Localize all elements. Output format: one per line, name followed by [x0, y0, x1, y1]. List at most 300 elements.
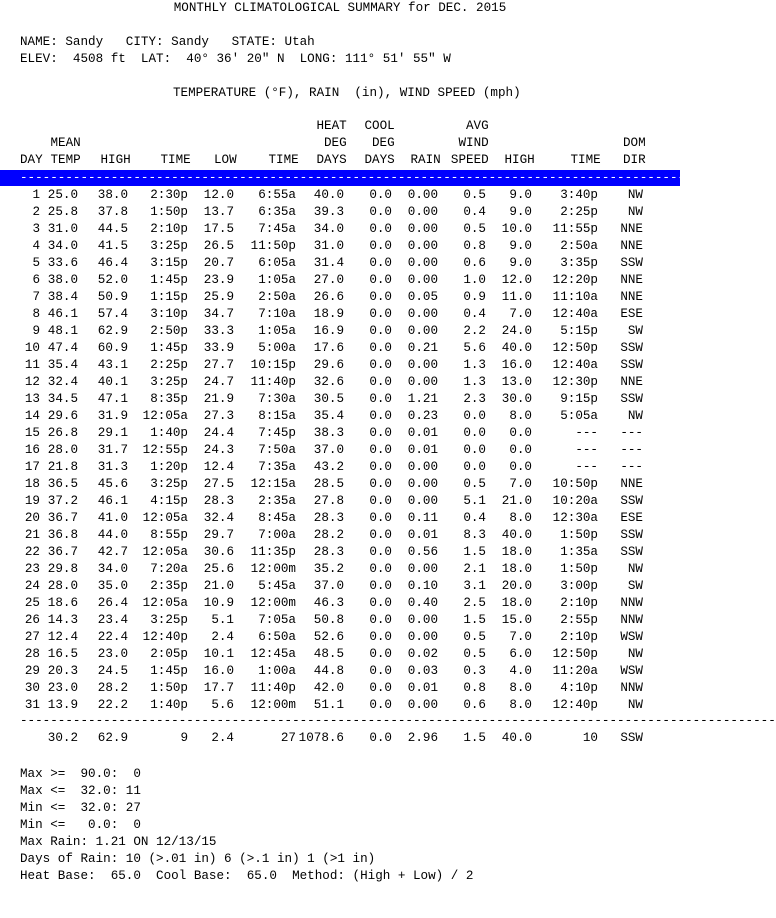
table-row-cell: 60.9 — [97, 341, 128, 355]
table-row-cell: 1:50p — [150, 681, 188, 695]
table-row-cell: 0.0 — [369, 511, 392, 525]
table-row-cell: 1:05a — [258, 324, 296, 338]
table-row-cell: 0.9 — [463, 290, 486, 304]
table-row-cell: 0.00 — [407, 256, 438, 270]
header-row-cell: TIME — [160, 153, 191, 167]
table-row-cell: 26.6 — [313, 290, 344, 304]
header-row-cell — [131, 118, 191, 135]
table-row-cell: 5.6 — [463, 341, 486, 355]
table-row-cell: 5:45a — [258, 579, 296, 593]
table-row-cell: 0.00 — [407, 188, 438, 202]
table-row — [20, 459, 643, 476]
header-row-cell: RAIN — [410, 153, 441, 167]
table-row-cell: 7:10a — [258, 307, 296, 321]
table-row-cell: 0.0 — [369, 630, 392, 644]
table-row-cell: 12:50p — [552, 341, 598, 355]
table-row-cell: 12:45a — [250, 647, 296, 661]
table-row-cell: 29.1 — [97, 426, 128, 440]
table-row-cell: 1.5 — [463, 545, 486, 559]
summary-row-cell — [20, 730, 40, 747]
header-row-cell: DAYS — [316, 153, 347, 167]
table-row — [20, 646, 643, 663]
table-row-cell: 25.0 — [47, 188, 78, 202]
table-row-cell: 0.0 — [369, 358, 392, 372]
table-row-cell: 3:25p — [150, 613, 188, 627]
table-row-cell: 34.0 — [97, 562, 128, 576]
table-row-cell: 0.05 — [407, 290, 438, 304]
table-row-cell: 18.0 — [501, 545, 532, 559]
table-row — [20, 612, 643, 629]
table-row-cell: 0.00 — [407, 630, 438, 644]
table-row-cell: 24.7 — [203, 375, 234, 389]
summary-row-cell: 2.96 — [407, 731, 438, 745]
table-row-cell: 0.5 — [463, 222, 486, 236]
table-row-cell: 52.0 — [97, 273, 128, 287]
table-row-cell: 12.4 — [203, 460, 234, 474]
table-row-cell: 7:50a — [258, 443, 296, 457]
table-row-cell: 2:05p — [150, 647, 188, 661]
table-row-cell: 0.01 — [407, 528, 438, 542]
summary-row-cell: 10 — [582, 731, 598, 745]
table-row-cell: 31.0 — [47, 222, 78, 236]
table-row-cell: NW — [627, 698, 643, 712]
table-row-cell: 3:15p — [150, 256, 188, 270]
table-row-cell: 0.00 — [407, 324, 438, 338]
table-row-cell: 3:40p — [560, 188, 598, 202]
header-row-cell: LOW — [214, 153, 237, 167]
table-row-cell: 7.0 — [509, 477, 532, 491]
table-row-cell: 24.3 — [203, 443, 234, 457]
table-row-cell: 1:40p — [150, 698, 188, 712]
table-row — [20, 544, 643, 561]
table-row-cell: SSW — [620, 528, 643, 542]
table-row-cell: 0.0 — [369, 222, 392, 236]
table-row — [20, 561, 643, 578]
table-row-cell: 28.3 — [203, 494, 234, 508]
table-row-cell: 31.7 — [97, 443, 128, 457]
table-row-cell: 31.4 — [313, 256, 344, 270]
table-row-cell: 0.0 — [369, 477, 392, 491]
table-row — [20, 493, 643, 510]
table-row-cell: NNE — [620, 375, 643, 389]
summary-row — [20, 730, 643, 747]
table-row-cell: 12:40p — [552, 698, 598, 712]
table-row-cell: 0.00 — [407, 562, 438, 576]
table-row-cell: 0.0 — [509, 460, 532, 474]
header-row-cell — [237, 135, 299, 152]
table-row-cell: NNW — [620, 596, 643, 610]
note-line: Max Rain: 1.21 ON 12/13/15 — [20, 835, 217, 849]
table-row-cell: 1 — [32, 188, 40, 202]
table-row — [20, 425, 643, 442]
table-row — [20, 527, 643, 544]
table-row-cell: 17.5 — [203, 222, 234, 236]
table-row-cell: 1:05a — [258, 273, 296, 287]
table-row — [20, 323, 643, 340]
table-row — [20, 595, 643, 612]
table-row-cell: 0.4 — [463, 205, 486, 219]
table-row-cell: 8:35p — [150, 392, 188, 406]
header-row-cell: MEAN — [50, 136, 81, 150]
header-row-cell — [20, 135, 43, 152]
summary-row-cell: 0.0 — [369, 731, 392, 745]
table-row-cell: 2:10p — [150, 222, 188, 236]
table-row-cell: NW — [627, 409, 643, 423]
table-row-cell: 22 — [24, 545, 40, 559]
header-row-cell: DOM — [623, 136, 646, 150]
table-row-cell: 8.0 — [509, 409, 532, 423]
table-row-cell: 7:45a — [258, 222, 296, 236]
table-row-cell: 0.5 — [463, 630, 486, 644]
table-row-cell: SSW — [620, 358, 643, 372]
table-row-cell: 9.0 — [509, 205, 532, 219]
column-header — [20, 118, 646, 169]
table-row-cell: 12:00m — [250, 562, 296, 576]
table-row-cell: 40.0 — [313, 188, 344, 202]
header-row-cell: COOL — [364, 119, 395, 133]
table-row — [20, 238, 643, 255]
table-row-cell: --- — [620, 426, 643, 440]
table-row-cell: 0.00 — [407, 239, 438, 253]
table-row-cell: 26.4 — [97, 596, 128, 610]
table-row-cell: 29.6 — [47, 409, 78, 423]
header-row-cell — [489, 135, 535, 152]
table-row-cell: 30.6 — [203, 545, 234, 559]
table-row-cell: 6.0 — [509, 647, 532, 661]
table-row-cell: 0.02 — [407, 647, 438, 661]
table-row-cell: 2.1 — [463, 562, 486, 576]
table-row-cell: 28.2 — [97, 681, 128, 695]
table-row-cell: 2.2 — [463, 324, 486, 338]
table-row-cell: 27.0 — [313, 273, 344, 287]
table-row-cell: 11:50p — [250, 239, 296, 253]
table-row-cell: 12:40a — [552, 307, 598, 321]
table-row-cell: 27.7 — [203, 358, 234, 372]
table-row-cell: 33.3 — [203, 324, 234, 338]
table-row-cell: 12:05a — [142, 596, 188, 610]
table-row-cell: 1.21 — [407, 392, 438, 406]
table-row-cell: 2:35a — [258, 494, 296, 508]
table-row — [20, 629, 643, 646]
table-row-cell: 2.5 — [463, 596, 486, 610]
header-row-cell — [535, 118, 601, 135]
table-row-cell: 11.0 — [501, 290, 532, 304]
table-row-cell: 16.9 — [313, 324, 344, 338]
table-row-cell: 12:05a — [142, 511, 188, 525]
table-row-cell: 37.2 — [47, 494, 78, 508]
table-row-cell: 18.0 — [501, 562, 532, 576]
table-row-cell: 11:40p — [250, 681, 296, 695]
table-row-cell: 39.3 — [313, 205, 344, 219]
table-row-cell: 4 — [32, 239, 40, 253]
table-row-cell: SSW — [620, 256, 643, 270]
table-row-cell: 34.0 — [313, 222, 344, 236]
table-row-cell: 2 — [32, 205, 40, 219]
table-row-cell: NW — [627, 205, 643, 219]
table-row-cell: 19 — [24, 494, 40, 508]
table-row-cell: 3:00p — [560, 579, 598, 593]
table-row-cell: 0.5 — [463, 477, 486, 491]
table-row-cell: 38.0 — [47, 273, 78, 287]
header-row-cell — [237, 118, 299, 135]
table-row — [20, 510, 643, 527]
table-row-cell: 42.7 — [97, 545, 128, 559]
table-row-cell: 2.3 — [463, 392, 486, 406]
table-row-cell: 0.0 — [369, 664, 392, 678]
table-row-cell: 10:15p — [250, 358, 296, 372]
table-row-cell: 2:50p — [150, 324, 188, 338]
table-row-cell: 21.8 — [47, 460, 78, 474]
table-row-cell: 38.0 — [97, 188, 128, 202]
table-row-cell: 1:15p — [150, 290, 188, 304]
table-row-cell: 13.7 — [203, 205, 234, 219]
table-row-cell: 10.1 — [203, 647, 234, 661]
table-row-cell: NW — [627, 188, 643, 202]
table-row-cell: 0.4 — [463, 511, 486, 525]
table-row-cell: 13.9 — [47, 698, 78, 712]
table-row-cell: 20.3 — [47, 664, 78, 678]
table-row-cell: 28.0 — [47, 579, 78, 593]
table-row-cell: 29.7 — [203, 528, 234, 542]
table-row-cell: 18.6 — [47, 596, 78, 610]
table-row-cell: 26.8 — [47, 426, 78, 440]
table-row-cell: 0.0 — [369, 596, 392, 610]
table-row-cell: 2.4 — [211, 630, 234, 644]
table-row-cell: 0.40 — [407, 596, 438, 610]
table-row-cell: 7:35a — [258, 460, 296, 474]
table-row-cell: 22.2 — [97, 698, 128, 712]
table-row-cell: 46.3 — [313, 596, 344, 610]
table-row-cell: 1.5 — [463, 613, 486, 627]
table-row-cell: 45.6 — [97, 477, 128, 491]
table-row-cell: 29.6 — [313, 358, 344, 372]
table-row-cell: 27.8 — [313, 494, 344, 508]
table-row-cell: 2:25p — [150, 358, 188, 372]
table-row — [20, 663, 643, 680]
table-row-cell: 43.1 — [97, 358, 128, 372]
table-row-cell: 37.0 — [313, 579, 344, 593]
table-row-cell: SSW — [620, 341, 643, 355]
table-row-cell: 27.3 — [203, 409, 234, 423]
header-dash-line: ---------------------------------------------------------------------------------------------------- — [20, 171, 776, 185]
table-row-cell: 8:45a — [258, 511, 296, 525]
table-row-cell: 32.6 — [313, 375, 344, 389]
table-row-cell: 7:05a — [258, 613, 296, 627]
header-row-cell — [395, 118, 441, 135]
table-row-cell: NNE — [620, 290, 643, 304]
footer-dash-line: ---------------------------------------------------------------------------------------------------- — [20, 714, 776, 728]
table-row-cell: 17.7 — [203, 681, 234, 695]
table-row-cell: 12.0 — [501, 273, 532, 287]
table-row-cell: 5 — [32, 256, 40, 270]
note-line: Heat Base: 65.0 Cool Base: 65.0 Method: (High + Low) / 2 — [20, 869, 474, 883]
note-line: Max >= 90.0: 0 — [20, 767, 141, 781]
table-row-cell: 2:50a — [560, 239, 598, 253]
table-row-cell: 7.0 — [509, 307, 532, 321]
table-row-cell: 12:00m — [250, 698, 296, 712]
table-row-cell: 7 — [32, 290, 40, 304]
table-row-cell: 0.0 — [369, 579, 392, 593]
header-row-cell: HIGH — [504, 153, 535, 167]
table-row-cell: 31.0 — [313, 239, 344, 253]
table-row-cell: --- — [620, 443, 643, 457]
table-row-cell: --- — [575, 443, 598, 457]
table-row-cell: 12 — [24, 375, 40, 389]
table-row-cell: 11:20a — [552, 664, 598, 678]
table-row-cell: 23.9 — [203, 273, 234, 287]
table-row-cell: 1:50p — [150, 205, 188, 219]
header-row-cell: TEMP — [50, 153, 81, 167]
table-row-cell: 40.0 — [501, 528, 532, 542]
table-row-cell: 0.0 — [369, 647, 392, 661]
table-row-cell: 3:10p — [150, 307, 188, 321]
table-row-cell: 17.6 — [313, 341, 344, 355]
table-row — [20, 442, 643, 459]
table-row-cell: NNW — [620, 681, 643, 695]
table-row-cell: 0.6 — [463, 698, 486, 712]
table-row-cell: WSW — [620, 664, 643, 678]
table-row-cell: 0.3 — [463, 664, 486, 678]
header-row-cell: SPEED — [450, 153, 489, 167]
table-row-cell: 12:00m — [250, 596, 296, 610]
header-row-cell — [131, 135, 191, 152]
table-row-cell: 27 — [24, 630, 40, 644]
table-row-cell: 0.0 — [369, 188, 392, 202]
table-row-cell: 50.9 — [97, 290, 128, 304]
table-row-cell: 0.21 — [407, 341, 438, 355]
table-row-cell: 11 — [24, 358, 40, 372]
header-row-cell — [43, 118, 81, 135]
table-row-cell: 27.5 — [203, 477, 234, 491]
table-row-cell: 1:45p — [150, 273, 188, 287]
table-row-cell: 12:30p — [552, 375, 598, 389]
table-row-cell: SW — [627, 324, 643, 338]
table-row-cell: --- — [575, 460, 598, 474]
table-row-cell: SSW — [620, 494, 643, 508]
table-row-cell: 38.3 — [313, 426, 344, 440]
table-row — [20, 357, 643, 374]
table-row-cell: 30.0 — [501, 392, 532, 406]
header-row-cell: DEG — [372, 136, 395, 150]
table-row-cell: 0.0 — [369, 256, 392, 270]
table-row-cell: 12:40a — [552, 358, 598, 372]
table-row-cell: 46.1 — [97, 494, 128, 508]
table-row-cell: 0.0 — [369, 307, 392, 321]
table-row-cell: 0.0 — [369, 392, 392, 406]
table-row-cell: 1.3 — [463, 358, 486, 372]
table-row-cell: 0.10 — [407, 579, 438, 593]
table-row-cell: 7:20a — [150, 562, 188, 576]
table-row-cell: 47.4 — [47, 341, 78, 355]
table-row-cell: 0.11 — [407, 511, 438, 525]
table-row — [20, 391, 643, 408]
table-row-cell: 0.00 — [407, 698, 438, 712]
table-row-cell: 3:25p — [150, 375, 188, 389]
table-row-cell: 0.0 — [509, 443, 532, 457]
table-row-cell: --- — [575, 426, 598, 440]
header-row-cell: DAYS — [364, 153, 395, 167]
table-row-cell: 10.9 — [203, 596, 234, 610]
header-row-cell — [395, 135, 441, 152]
table-row-cell: 7.0 — [509, 630, 532, 644]
table-row-cell: 0.00 — [407, 375, 438, 389]
summary-row-cell: 27 — [280, 731, 296, 745]
table-row-cell: ESE — [620, 307, 643, 321]
table-row-cell: 12:05a — [142, 409, 188, 423]
header-row — [20, 135, 646, 152]
table-row-cell: 6:35a — [258, 205, 296, 219]
table-row — [20, 187, 643, 204]
table-row-cell: 2:10p — [560, 630, 598, 644]
table-row-cell: 41.5 — [97, 239, 128, 253]
table-row-cell: 0.0 — [369, 290, 392, 304]
table-row-cell: 4:10p — [560, 681, 598, 695]
table-row-cell: 40.1 — [97, 375, 128, 389]
table-row-cell: 0.00 — [407, 613, 438, 627]
table-row-cell: 0.0 — [369, 460, 392, 474]
table-row-cell: 46.1 — [47, 307, 78, 321]
header-row-cell: HEAT — [316, 119, 347, 133]
table-row-cell: NNE — [620, 222, 643, 236]
table-row-cell: 40.0 — [501, 341, 532, 355]
table-row-cell: 34.0 — [47, 239, 78, 253]
table-row-cell: 35.4 — [313, 409, 344, 423]
table-row-cell: 3:35p — [560, 256, 598, 270]
table-row-cell: 36.8 — [47, 528, 78, 542]
table-row-cell: 0.00 — [407, 222, 438, 236]
header-row-cell — [191, 135, 237, 152]
table-row-cell: 11:10a — [552, 290, 598, 304]
table-row-cell: 24.4 — [203, 426, 234, 440]
table-row — [20, 289, 643, 306]
table-row-cell: 12:15a — [250, 477, 296, 491]
table-row-cell: 23.0 — [47, 681, 78, 695]
summary-row-cell: SSW — [620, 731, 643, 745]
table-row-cell: 0.0 — [509, 426, 532, 440]
table-row — [20, 374, 643, 391]
note-line: Days of Rain: 10 (>.01 in) 6 (>.1 in) 1 (>1 in) — [20, 852, 376, 866]
table-row-cell: 2:10p — [560, 596, 598, 610]
table-row-cell: 0.00 — [407, 358, 438, 372]
table-row-cell: 5.1 — [463, 494, 486, 508]
table-row-cell: 1:45p — [150, 664, 188, 678]
table-row-cell: 1:50p — [560, 562, 598, 576]
table-row-cell: 16.5 — [47, 647, 78, 661]
table-row-cell: 0.00 — [407, 273, 438, 287]
table-row-cell: 0.0 — [463, 409, 486, 423]
header-row-cell: DEG — [324, 136, 347, 150]
table-row-cell: 1:50p — [560, 528, 598, 542]
table-row-cell: 24 — [24, 579, 40, 593]
table-row-cell: 0.0 — [369, 341, 392, 355]
table-row-cell: 6:50a — [258, 630, 296, 644]
table-row-cell: 6 — [32, 273, 40, 287]
summary-row-cell: 62.9 — [97, 731, 128, 745]
table-row-cell: 2:30p — [150, 188, 188, 202]
table-row-cell: 5:15p — [560, 324, 598, 338]
table-row-cell: 43.2 — [313, 460, 344, 474]
table-row-cell: 0.5 — [463, 647, 486, 661]
table-row-cell: 26 — [24, 613, 40, 627]
table-row-cell: 5:00a — [258, 341, 296, 355]
table-row-cell: 31 — [24, 698, 40, 712]
table-row-cell: 15 — [24, 426, 40, 440]
table-row-cell: 44.5 — [97, 222, 128, 236]
table-row-cell: 20.0 — [501, 579, 532, 593]
table-row-cell: 0.00 — [407, 494, 438, 508]
table-row-cell: 21.0 — [203, 579, 234, 593]
table-row-cell: 0.8 — [463, 239, 486, 253]
